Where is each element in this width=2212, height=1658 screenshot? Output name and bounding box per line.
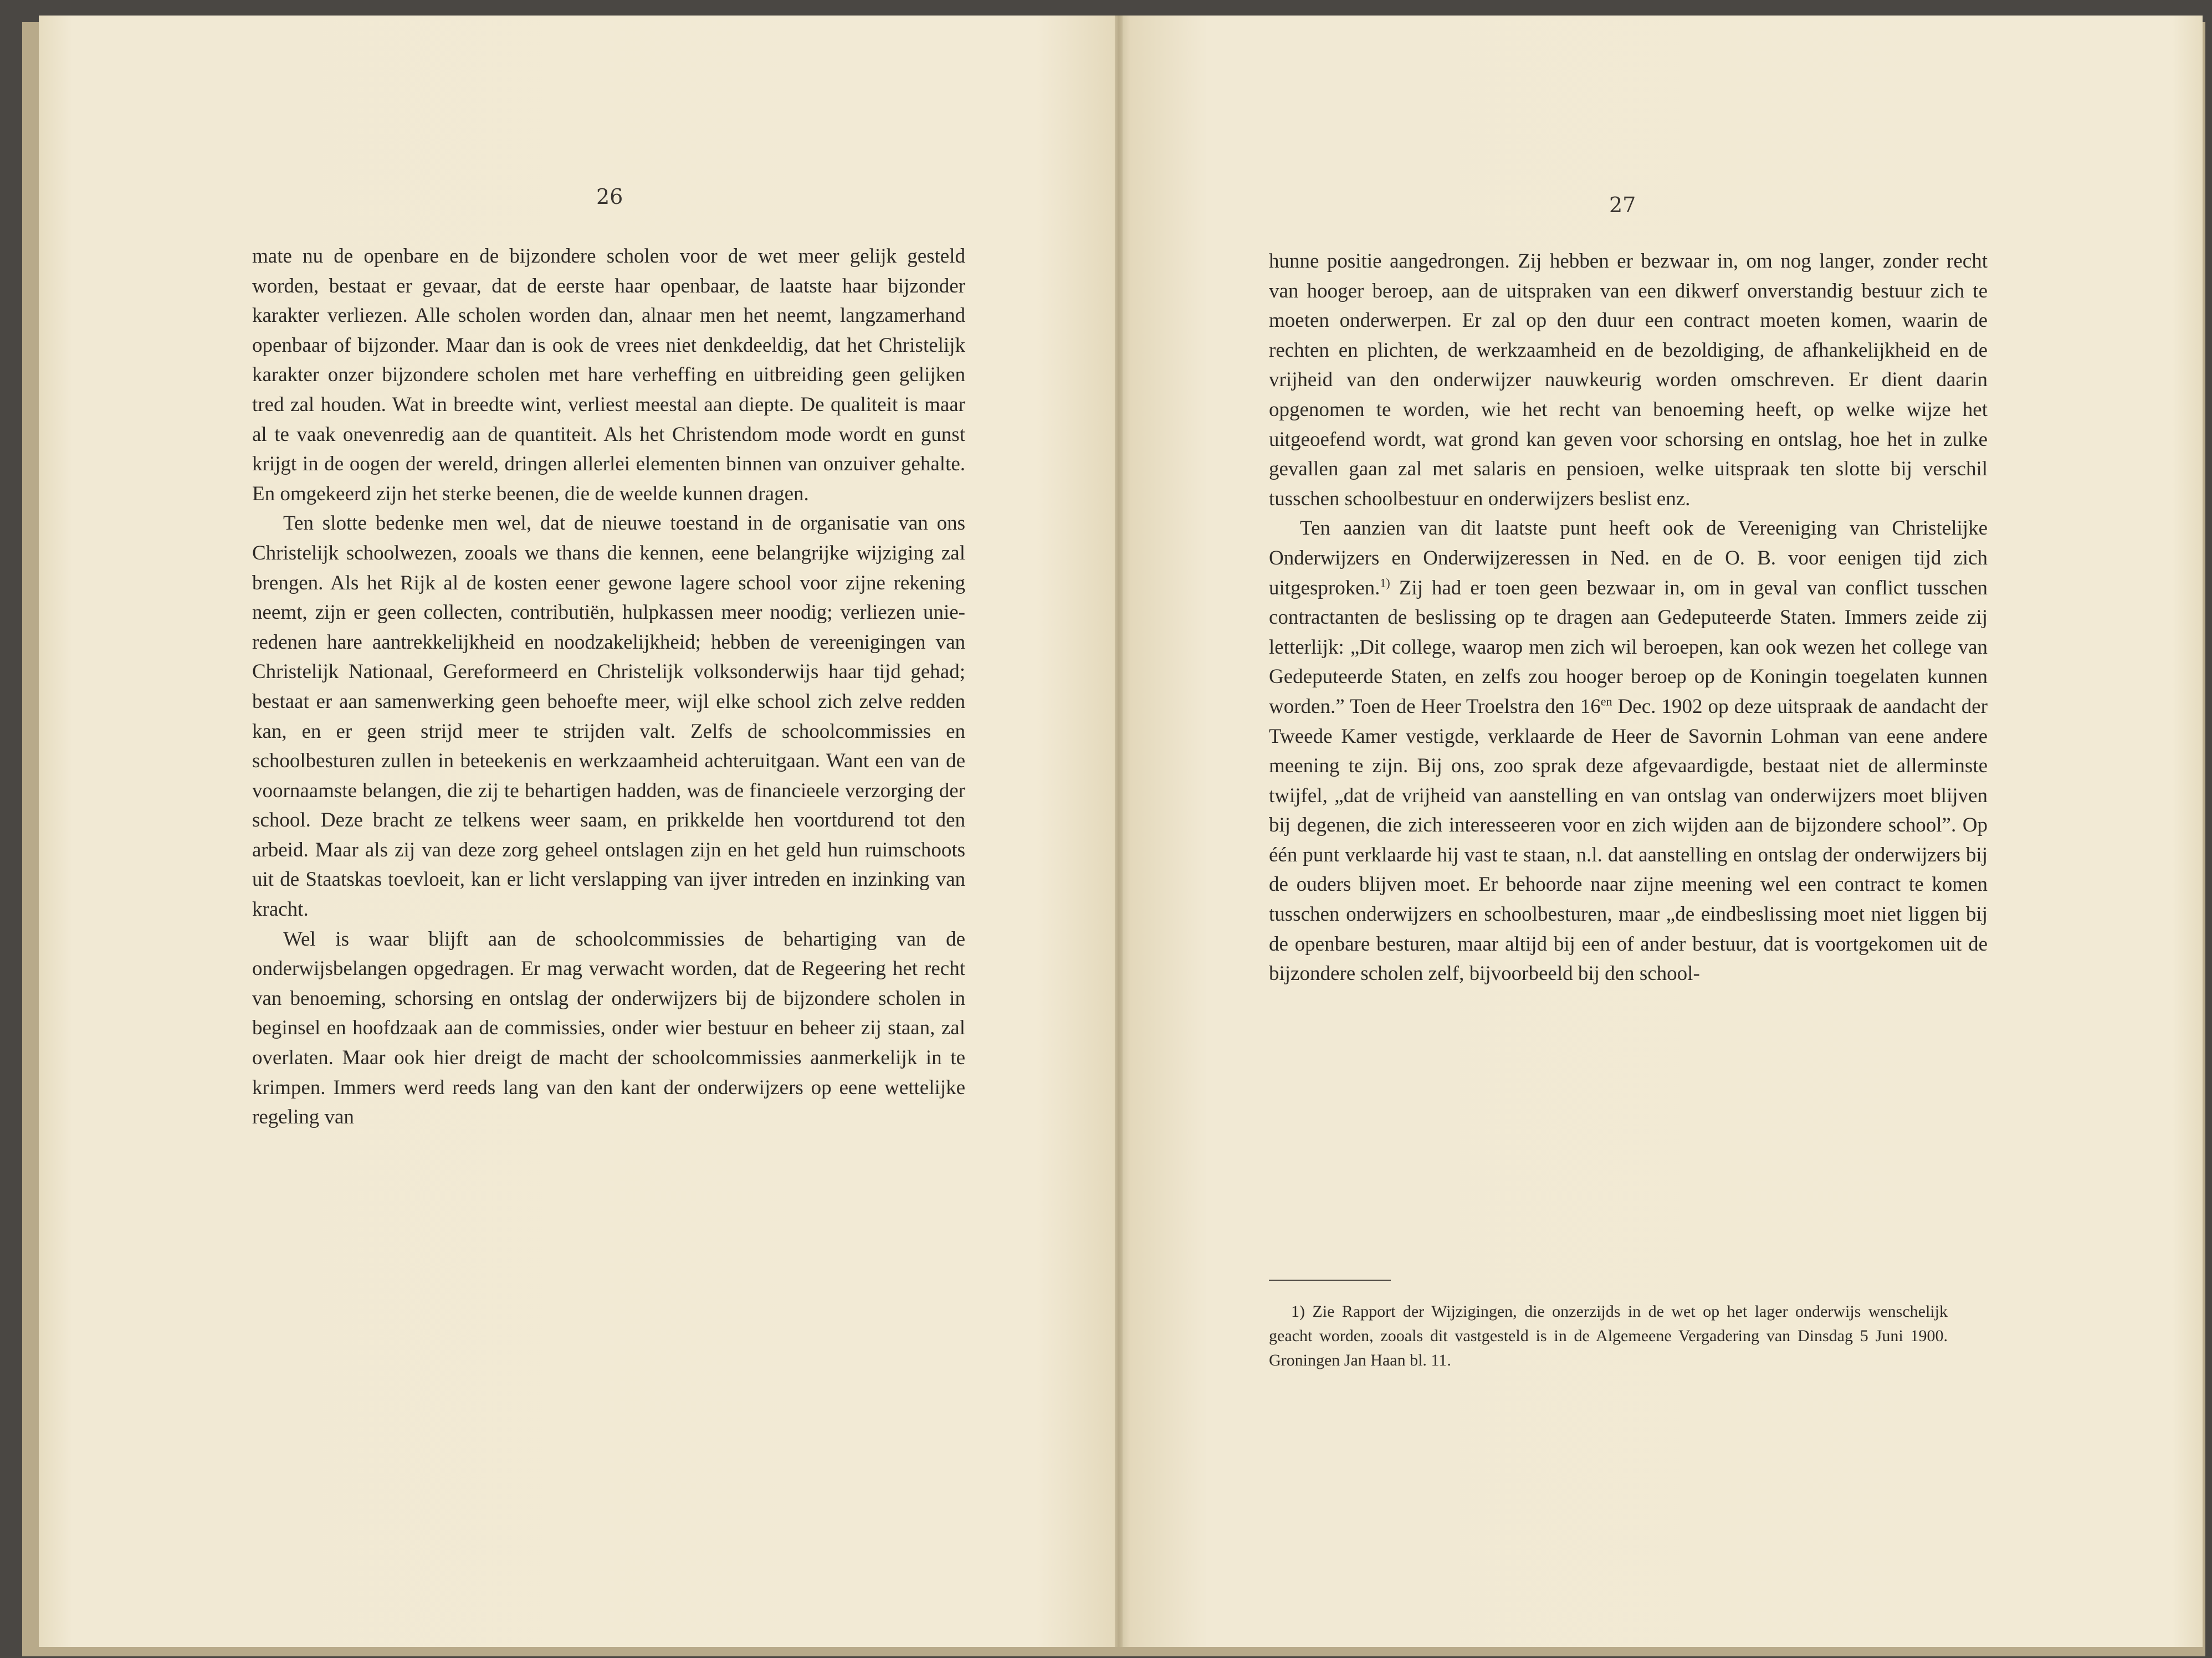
date-superscript: en: [1600, 694, 1612, 709]
book-spine: [1115, 16, 1123, 1647]
right-paragraph-2-part-1: Ten aanzien van dit laatste punt heeft ook de Vereeniging van Christelijke Onderwijzers en Onderwijzeressen in Ned. en de O. B. voor eenigen tijd zich uitgesproken.: [1269, 517, 1988, 599]
footnote-rule: [1269, 1280, 1391, 1281]
right-paragraph-1: hunne positie aangedrongen. Zij hebben er bezwaar in, om nog langer, zonder recht van hooger beroep, aan de uitspraken van een dikwerf onverstandig bestuur zich te moeten onderwerpen. Er zal op den duur een contract moeten komen, waarin de rechten en plichten, de werkzaamheid en de bezoldiging, de afhankelijkheid en de vrijheid van den onderwijzer nauwkeurig worden omschreven. Er dient daarin opgenomen te worden, wie het recht van benoeming heeft, op welke wijze het uitgeoefend wordt, wat grond kan geven voor schorsing en ontslag, hoe het in zulke gevallen gaan zal met salaris en pensioen, welke uitspraak ten slotte bij verschil tusschen schoolbestuur en onderwijzers beslist enz.: [1269, 250, 1988, 510]
right-paragraph-2: [1269, 514, 1988, 989]
left-page-number: 26: [596, 184, 623, 209]
left-page-body: [252, 242, 965, 1132]
left-paragraph-2: Ten slotte bedenke men wel, dat de nieuwe toestand in de organisatie van ons Christelijk schoolwezen, zooals we thans die kennen, eene belangrijke wijziging zal brengen. Als het Rijk al de kosten eener gewone lagere school voor zijne rekening neemt, zijn er geen collecten, contributiën, hulpkassen meer noodig; verliezen unie-redenen hare aantrekkelijkheid en noodzakelijkheid; hebben de vereenigingen van Christelijk Nationaal, Gereformeerd en Christelijk volksonderwijs haar tijd gehad; bestaat er aan samenwerking geen behoefte meer, wijl elke school zich zelve redden kan, en er geen strijd meer te strijden valt. Zelfs de schoolcommissies en schoolbesturen zullen in beteekenis en werkzaamheid achteruitgaan. Want een van de voornaamste belangen, die zij te behartigen hadden, was de financieele verzorging der school. Deze bracht ze telkens weer saam, en prikkelde hen voortdurend tot den arbeid. Maar als zij van deze zorg geheel ontslagen zijn en het geld hun ruimschoots uit de Staatskas toevloeit, kan er licht verslapping van ijver intreden en inzinking van kracht.: [252, 512, 965, 921]
right-paragraph-2-part-2: Zij had er toen geen bezwaar in, om in geval van conflict tusschen contractanten de beslissing op te dragen aan Gedeputeerde Staten. Immers zeide zij letterlijk: „Dit college, waarop men zich wil beroepen, kan ook wezen het college van Gedeputeerde Staten, en zelfs zou hooger beroep op de Koningin toegelaten kunnen worden.” Toen de Heer Troelstra den 16: [1269, 576, 1988, 718]
footnote-reference: 1): [1380, 576, 1390, 590]
right-page-body: [1269, 247, 1988, 989]
footnote: 1) Zie Rapport der Wijzigingen, die onzerzijds in de wet op het lager onderwijs wenschelijk geacht worden, zooals dit vastgesteld is in de Algemeene Vergadering van Dinsdag 5 Juni 1900. Groningen Jan Haan bl. 11.: [1269, 1302, 1948, 1369]
left-paragraph-1: mate nu de openbare en de bijzondere scholen voor de wet meer gelijk gesteld worden, bestaat er gevaar, dat de eerste haar openbaar, de laatste haar bijzonder karakter verliezen. Alle scholen worden dan, alnaar men het neemt, langzamerhand openbaar of bijzonder. Maar dan is ook de vrees niet denkdeeldig, dat het Christelijk karakter onzer bijzondere scholen met hare verheffing en uitbreiding geen gelijken tred zal houden. Wat in breedte wint, verliest meestal aan diepte. De qualiteit is maar al te vaak onevenredig aan de quantiteit. Als het Christendom mode wordt en gunst krijgt in de oogen der wereld, dringen allerlei elementen binnen van onzuiver gehalte. En omgekeerd zijn het sterke beenen, die de weelde kunnen dragen.: [252, 245, 965, 505]
right-paragraph-2-part-3: Dec. 1902 op deze uitspraak de aandacht der Tweede Kamer vestigde, verklaarde de Heer de Savornin Lohman van eene andere meening te zijn. Bij ons, zoo sprak deze afgevaardigde, bestaat niet de allerminste twijfel, „dat de vrijheid van aanstelling en van ontslag van onderwijzers moet blijven bij degenen, die zich interesseeren voor en zich wijden aan de bijzondere school”. Op één punt verklaarde hij vast te staan, n.l. dat aanstelling en ontslag der onderwijzers bij de ouders blijven moet. Er behoorde naar zijne meening wel een contract te komen tusschen onderwijzers en schoolbesturen, maar „de eindbeslissing moet niet liggen bij de openbare besturen, maar altijd bij een of ander bestuur, dat is voortgekomen uit de bijzondere scholen zelf, bijvoorbeeld bij den school-: [1269, 695, 1988, 985]
right-page-number: 27: [1609, 193, 1636, 217]
left-paragraph-3: Wel is waar blijft aan de schoolcommissies de behartiging van de onderwijsbelangen opgedragen. Er mag verwacht worden, dat de Regeering het recht van benoeming, schorsing en ontslag der onderwijzers bij de bijzondere scholen in beginsel en hoofdzaak aan de commissies, onder wier bestuur en beheer zij staan, zal overlaten. Maar ook hier dreigt de macht der schoolcommissies aanmerkelijk in te krimpen. Immers werd reeds lang van den kant der onderwijzers op eene wettelijke regeling van: [252, 927, 965, 1129]
